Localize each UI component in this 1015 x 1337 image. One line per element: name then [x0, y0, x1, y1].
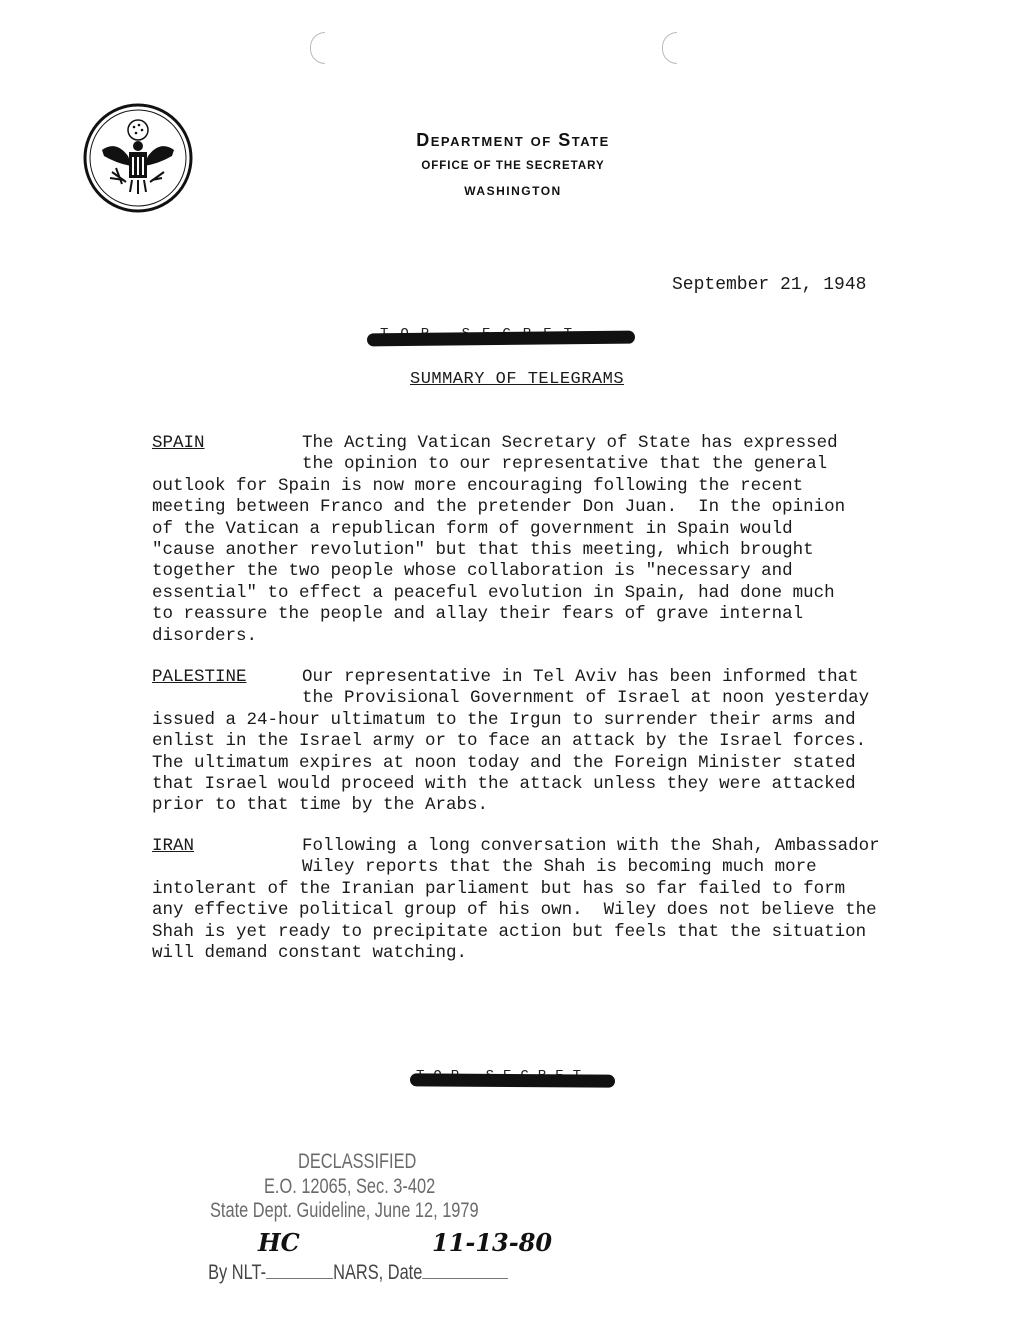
section-line: The Acting Vatican Secretary of State has expressed [302, 433, 838, 453]
section-label-iran: IRAN [152, 836, 195, 856]
section-line: that Israel would proceed with the attack unless they were attacked [152, 774, 856, 795]
section-line: Shah is yet ready to precipitate action but feels that the situation [152, 921, 867, 942]
declass-stamp-authority: E.O. 12065, Sec. 3-402 [264, 1175, 436, 1198]
section-spain [152, 433, 892, 647]
letterhead-city: WASHINGTON [464, 184, 562, 198]
section-line: meeting between Franco and the pretender Don Juan. In the opinion [152, 497, 846, 518]
section-line: enlist in the Israel army or to face an attack by the Israel forces. [152, 731, 867, 752]
section-line: The ultimatum expires at noon today and the Foreign Minister stated [152, 752, 856, 773]
section-line: issued a 24-hour ultimatum to the Irgun to surrender their arms and [152, 709, 856, 730]
declass-stamp-guideline: State Dept. Guideline, June 12, 1979 [210, 1199, 479, 1222]
section-line: together the two people whose collaboration is "necessary and [152, 561, 793, 582]
document-date: September 21, 1948 [672, 275, 867, 295]
section-label-palestine: PALESTINE [152, 667, 247, 687]
redaction-bar-top [367, 331, 635, 347]
letterhead-office: OFFICE OF THE SECRETARY [421, 160, 605, 172]
section-line: Wiley reports that the Shah is becoming much more [302, 857, 817, 878]
section-palestine [152, 667, 892, 817]
section-label-spain: SPAIN [152, 433, 205, 453]
document-title: SUMMARY OF TELEGRAMS [410, 370, 625, 389]
declass-nars-date: NARS, Date [333, 1261, 423, 1284]
section-line: essential" to effect a peaceful evolution in Spain, had done much [152, 582, 835, 603]
section-line: "cause another revolution" but that this meeting, which brought [152, 540, 814, 561]
section-line: intolerant of the Iranian parliament but has so far failed to form [152, 878, 846, 899]
declass-initials: HC [258, 1228, 300, 1257]
section-line: outlook for Spain is now more encouraging following the recent [152, 475, 804, 496]
section-line: to reassure the people and allay their fears of grave internal [152, 604, 804, 625]
declass-handwritten-date: 11-13-80 [432, 1228, 553, 1257]
section-line: Following a long conversation with the Shah, Ambassador [302, 836, 880, 856]
declass-stamp-title: DECLASSIFIED [298, 1150, 417, 1173]
section-iran [152, 836, 892, 964]
section-line: the Provisional Government of Israel at noon yesterday [302, 688, 870, 709]
section-line: any effective political group of his own. Wiley does not believe the [152, 900, 877, 921]
section-line: disorders. [152, 625, 258, 646]
punch-mark-right [662, 32, 677, 64]
section-line: of the Vatican a republican form of government in Spain would [152, 518, 793, 539]
declass-by-prefix: By NLT- [208, 1261, 267, 1284]
punch-mark-left [310, 32, 325, 64]
section-line: the opinion to our representative that the general [302, 454, 828, 475]
great-seal-icon [82, 102, 194, 214]
letterhead-department: Department of State [416, 130, 610, 150]
section-line: will demand constant watching. [152, 943, 468, 964]
section-line: prior to that time by the Arabs. [152, 795, 489, 816]
redaction-bar-bottom [410, 1073, 615, 1087]
section-line: Our representative in Tel Aviv has been informed that [302, 667, 859, 687]
